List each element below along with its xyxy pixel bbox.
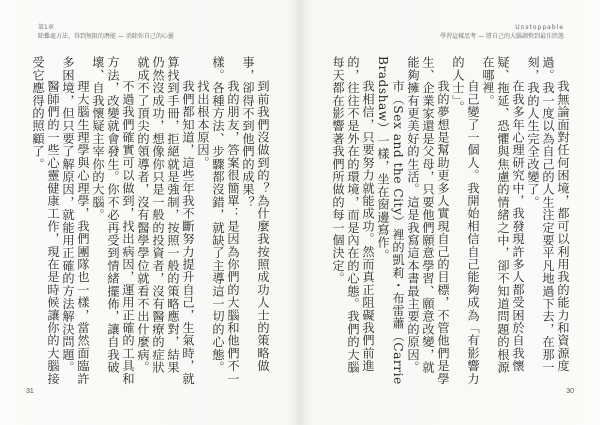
paragraph: 我無論面對任何困境，都可以利用我的能力和資源度過。我一度以為自己的人生注定要平凡地過下去，在那一刻，我的人生完全改變了。: [526, 56, 570, 374]
page-number-left: 31: [26, 388, 34, 395]
paragraph: 找出根本原因。: [196, 80, 210, 170]
page-number-right: 30: [566, 388, 574, 395]
running-header-left: 除難處方法，得到無限的潛能 — 消除你自己的心靈: [38, 33, 174, 40]
paragraph: 醫師們的一些心靈健康工作，現在是時候讓你的大腦接受它應得的照顧了。: [31, 56, 60, 386]
paragraph: 我們都知道，這些年我不斷努力提升自己，生氣時，就算找到手冊，拒絕就是強制，按照一般的策略應對，結果仍然沒成功，想像你只是一般的投資者，沒有醫療的症狀就成不了頂尖的領導者，沒有醫學學位就看不出什麼病。: [136, 56, 195, 386]
right-page: [300, 0, 600, 425]
paragraph: 我的夢想是幫助更多人實現自己的目標，不管他們是學生、企業家還是父母，只要他們願意學習、願意改變，就能夠擁有更美好的生活。這是我寫這本書最主要的原因。: [406, 56, 450, 386]
right-page-body: [330, 56, 570, 386]
chapter-label: 第1章: [38, 24, 54, 31]
paragraph: 市（Sex and the City）裡的凱莉・布雷蕭（Carrie Bradshaw）一樣，坐在窗邊寫作。: [376, 56, 405, 386]
left-page-body: [30, 56, 270, 386]
paragraph: 我相信，只要努力就能成功。然而真正阻礙我們前進的，往往不是外在的環境，而是內在的心態。我們的大腦每天都在影響著我們所做的每一個決定。: [331, 56, 375, 374]
paragraph: 自己變了一個人。我開始相信自己能夠成為「有影響力的人士」。: [451, 56, 480, 386]
running-header-right: 學習這樣思考 — 將自己的大腦調整到最佳狀態: [440, 33, 564, 40]
paragraph: 到前我們沒做到的？為什麼我按照成功人士的策略做事，卻得不到他們的成果？: [241, 56, 270, 373]
english-title: Unstoppable: [515, 24, 564, 31]
paragraph: 在我多年心理研究中，我發現許多人都受困於自我懷疑、拖延、恐懼與焦慮的情緒之中，卻不知道問題的根源在哪裡。: [481, 56, 525, 374]
paragraph: 理大腦生理學與心理學，我們團隊也一樣，當然面臨許多困境，但只要了解原因，就能用正確的方法解決問題。: [61, 56, 90, 386]
paragraph: 我的朋友，答案很簡單：是因為你們的大腦和他們不一樣。各種方法、步驟都沒錯，就缺了主導這一切的心態。: [211, 56, 240, 386]
paragraph: 不過我們確實可以做到，找出病因，運用正確的工具和方法，改變就會發生。你不必再受到情緒擺佈，讓自我破壞、自我懷疑主宰你的大腦。: [91, 56, 135, 386]
